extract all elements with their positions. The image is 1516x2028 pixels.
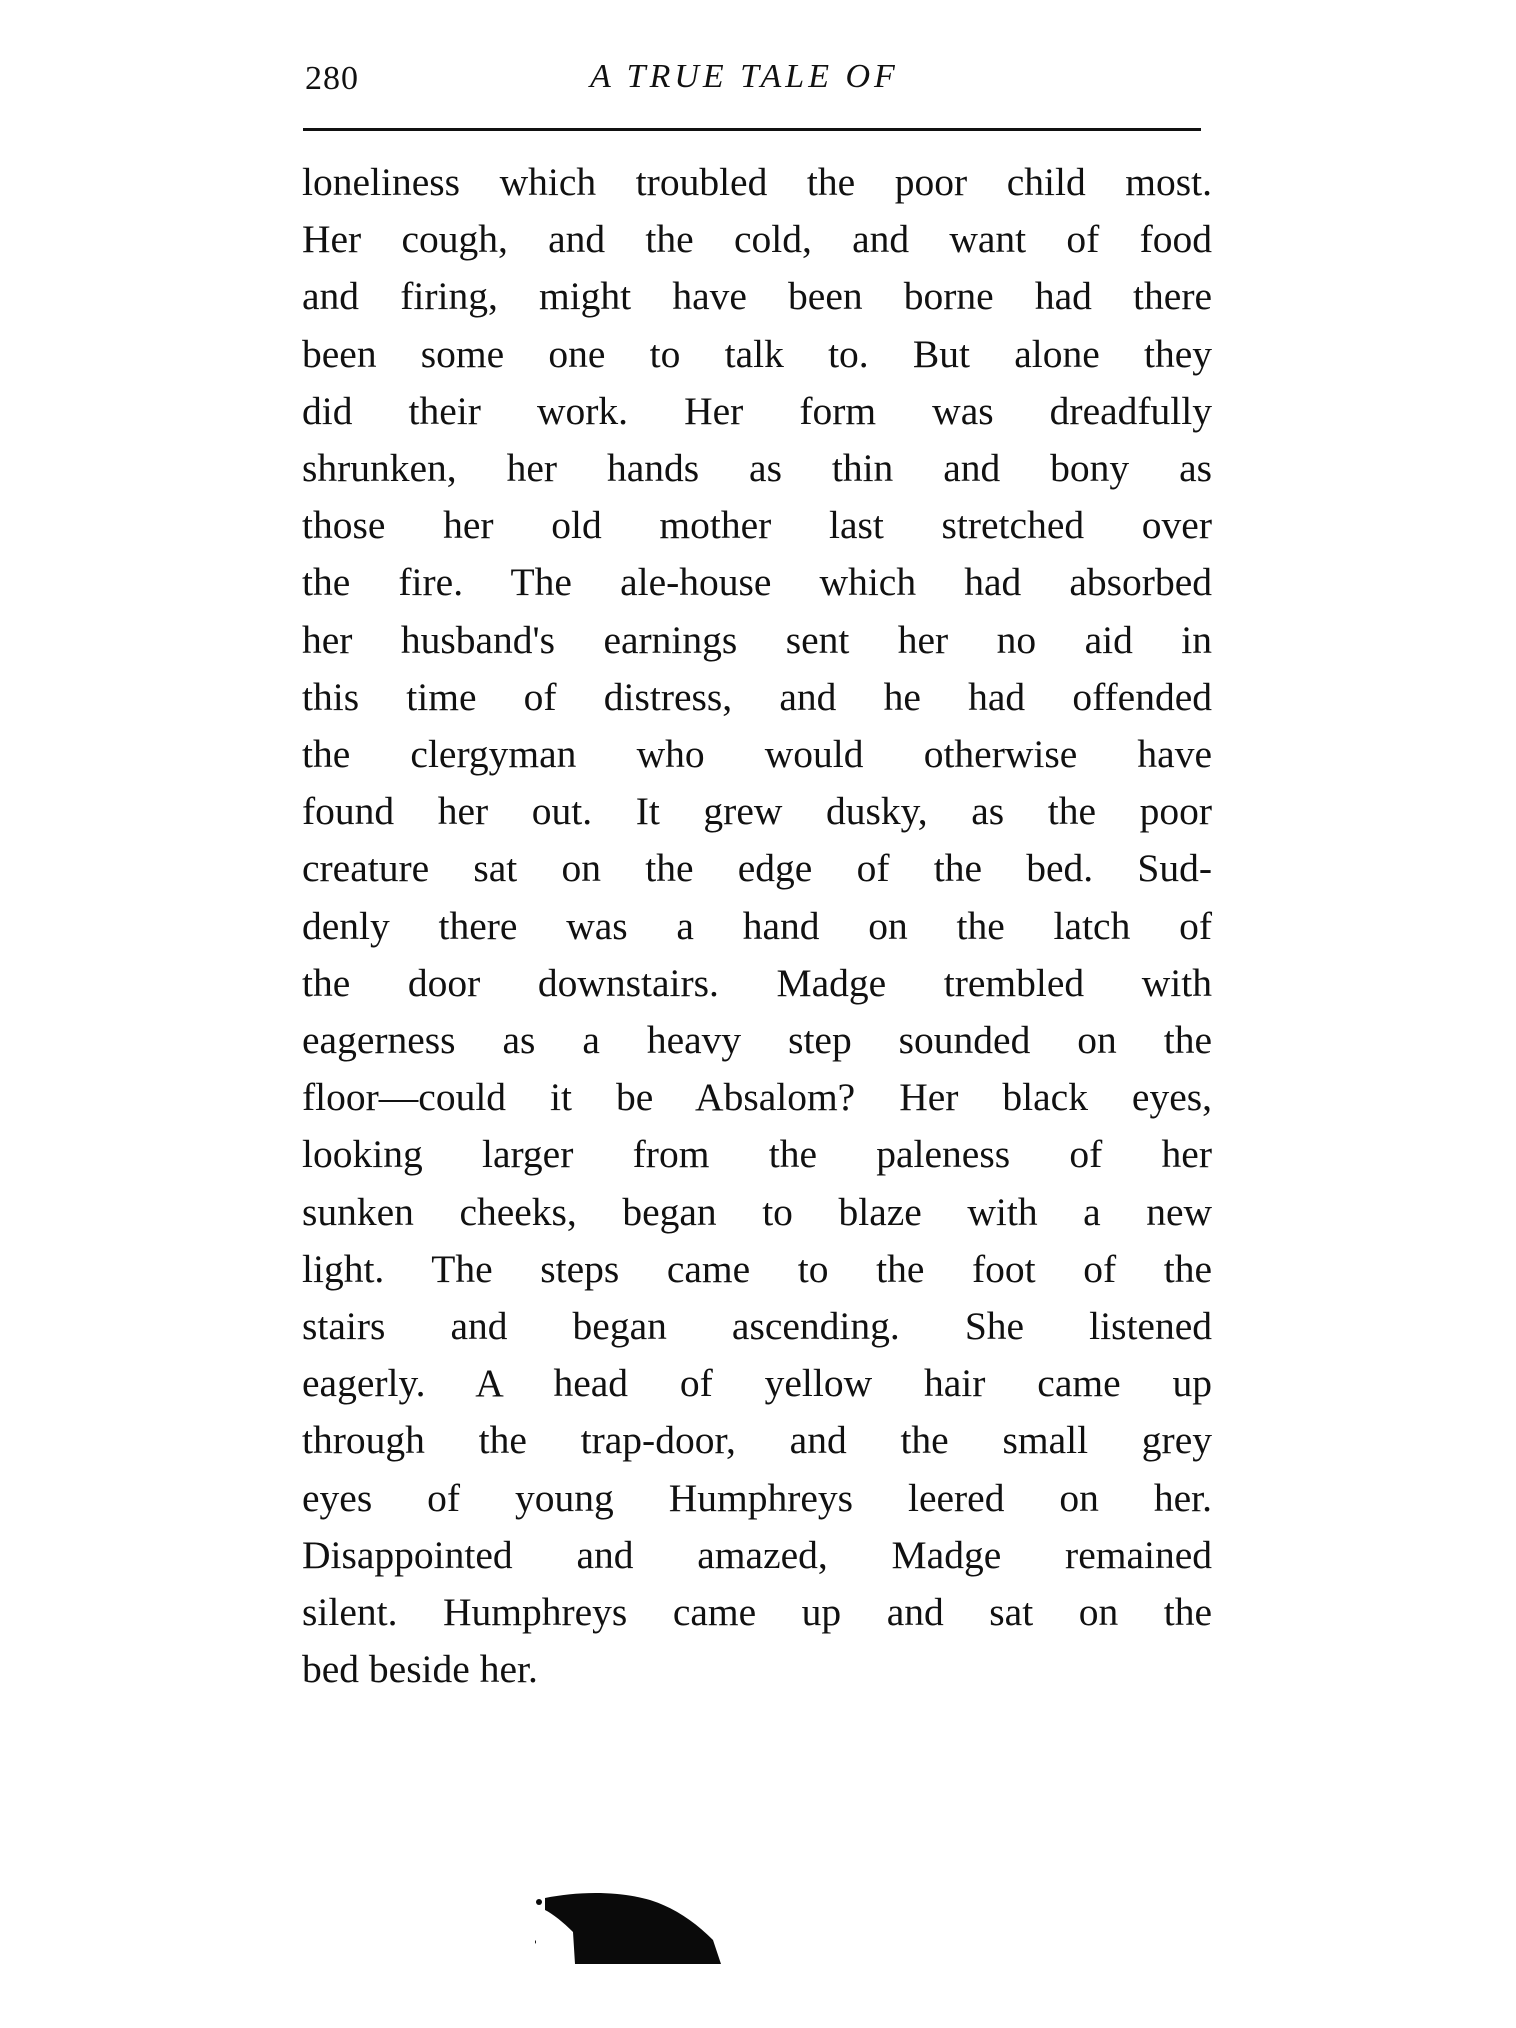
text-line: Disappointed and amazed, Madge remained — [302, 1532, 1212, 1577]
text-line: floor—could it be Absalom? Her black eyes, — [302, 1075, 1212, 1120]
text-line: the fire. The ale-house which had absorbed — [302, 560, 1212, 605]
running-head — [305, 48, 1205, 108]
text-line: eyes of young Humphreys leered on her. — [302, 1475, 1212, 1520]
text-line: silent. Humphreys came up and sat on the — [302, 1590, 1212, 1635]
text-line: been some one to talk to. But alone they — [302, 331, 1212, 376]
text-line: this time of distress, and he had offended — [302, 674, 1212, 719]
text-line: eagerness as a heavy step sounded on the — [302, 1018, 1212, 1063]
text-line: denly there was a hand on the latch of — [302, 903, 1212, 948]
text-line: eagerly. A head of yellow hair came up — [302, 1361, 1212, 1406]
text-line: creature sat on the edge of the bed. Sud- — [302, 846, 1212, 891]
text-line: light. The steps came to the foot of the — [302, 1246, 1212, 1291]
text-line: did their work. Her form was dreadfully — [302, 388, 1212, 433]
header-rule — [303, 128, 1201, 131]
text-line: and firing, might have been borne had there — [302, 274, 1212, 319]
text-line: shrunken, her hands as thin and bony as — [302, 446, 1212, 491]
text-line: loneliness which troubled the poor child most. — [302, 160, 1212, 204]
text-line: found her out. It grew dusky, as the poor — [302, 789, 1212, 834]
ink-blot-icon — [535, 1892, 725, 1964]
text-line: the clergyman who would otherwise have — [302, 732, 1212, 777]
text-line: looking larger from the paleness of her — [302, 1132, 1212, 1177]
body-text — [302, 154, 1212, 1698]
text-line: bed beside her. — [302, 1647, 538, 1692]
text-line: her husband's earnings sent her no aid in — [302, 617, 1212, 662]
text-line: through the trap-door, and the small grey — [302, 1418, 1212, 1463]
text-line: those her old mother last stretched over — [302, 503, 1212, 548]
running-title: A TRUE TALE OF — [590, 58, 899, 95]
page-number: 280 — [305, 60, 359, 97]
text-line: the door downstairs. Madge trembled with — [302, 960, 1212, 1005]
text-line: stairs and began ascending. She listened — [302, 1304, 1212, 1349]
text-line: sunken cheeks, began to blaze with a new — [302, 1189, 1212, 1234]
text-line: Her cough, and the cold, and want of food — [302, 217, 1212, 262]
